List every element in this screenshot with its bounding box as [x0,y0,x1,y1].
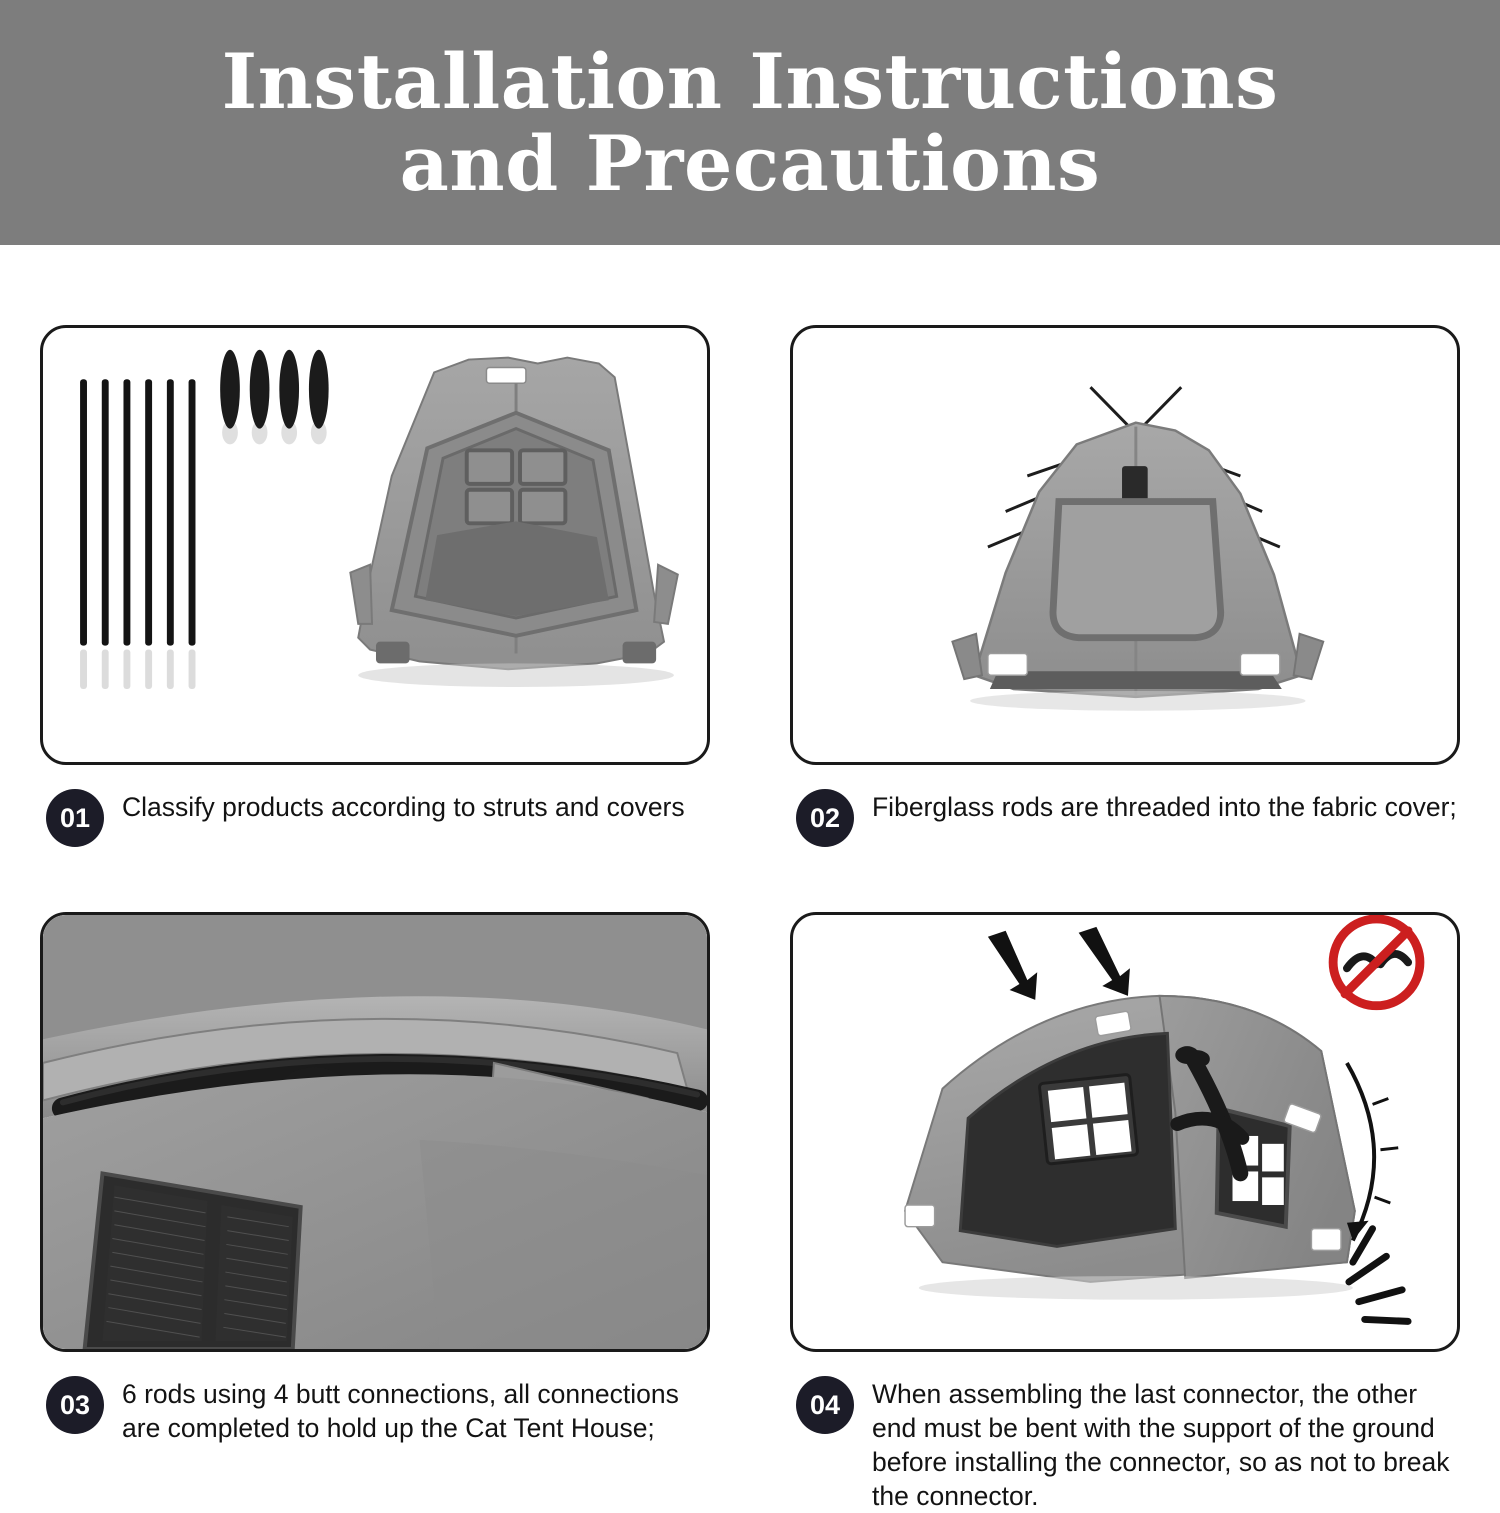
step-03-image-panel [40,912,710,1352]
step-03 [0,887,750,1513]
step-01-caption [40,787,710,887]
rod-connection-icon [43,915,707,1349]
step-04-number: 04 [796,1376,854,1434]
step-01-number: 01 [46,789,104,847]
step-01-image-panel [40,325,710,765]
page-title-line-1: Installation Instructions [221,36,1279,126]
step-03-caption [40,1374,710,1474]
page-header [0,0,1500,245]
step-02-caption [790,787,1460,887]
step-03-number: 03 [46,1376,104,1434]
step-04-caption [790,1374,1460,1513]
step-04-image-panel [790,912,1460,1352]
step-01 [0,300,750,887]
step-03-text: 6 rods using 4 butt connections, all connections are completed to hold up the Cat Tent House; [122,1379,679,1443]
step-02-text: Fiberglass rods are threaded into the fabric cover; [872,792,1457,822]
step-02-number: 02 [796,789,854,847]
step-02-image-panel [790,325,1460,765]
steps-grid [0,300,1500,1513]
tent-threaded-icon [793,328,1457,762]
tent-assembled-icon [793,915,1457,1349]
tent-parts-icon [43,328,707,762]
step-04-text: When assembling the last connector, the other end must be bent with the support of the ground before installing the connector, so as not to break the connector. [872,1379,1450,1511]
step-04 [750,887,1500,1513]
page-title-line-2: and Precautions [399,118,1101,208]
step-01-text: Classify products according to struts and covers [122,792,685,822]
step-02 [750,300,1500,887]
